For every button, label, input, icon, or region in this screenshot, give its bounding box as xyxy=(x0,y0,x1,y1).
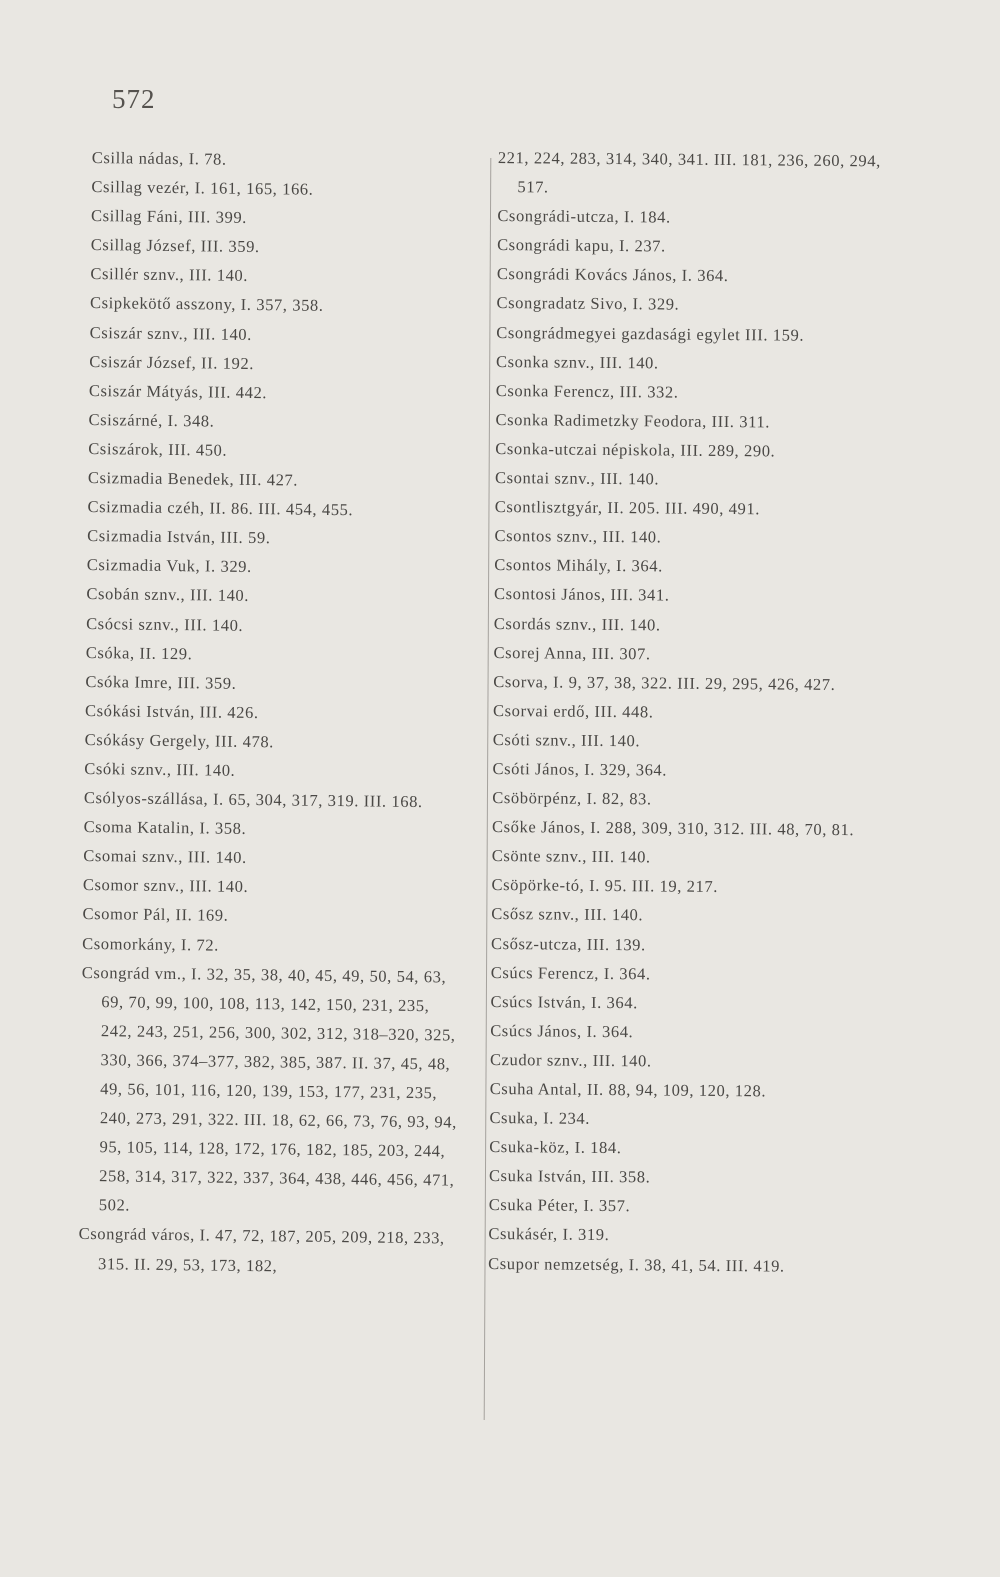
index-entry: Csúcs János, I. 364. xyxy=(490,1020,634,1042)
index-entry: Csizmadia Vuk, I. 329. xyxy=(86,555,252,577)
index-entry: Csősz-utcza, III. 139. xyxy=(490,933,646,954)
index-entry: Csókási István, III. 426. xyxy=(84,700,259,722)
index-entry: Csontos sznv., III. 140. xyxy=(494,526,662,547)
index-entry: Csomor Pál, II. 169. xyxy=(82,904,229,926)
index-entry: Csomor sznv., III. 140. xyxy=(82,875,249,897)
index-entry: Csuha Antal, II. 88, 94, 109, 120, 128. xyxy=(489,1078,767,1101)
index-entry: Csiszárné, I. 348. xyxy=(88,409,215,431)
index-entry: Csúcs István, I. 364. xyxy=(490,991,638,1012)
index-entry: Csontos Mihály, I. 364. xyxy=(494,555,663,576)
index-entry: Csóti János, I. 329, 364. xyxy=(492,758,668,780)
index-entry: Csongrádi-utcza, I. 184. xyxy=(497,206,671,227)
index-entry: Csuka-köz, I. 184. xyxy=(489,1137,622,1158)
index-entry: Csonka Ferencz, III. 332. xyxy=(495,380,679,402)
index-entry: Csócsi sznv., III. 140. xyxy=(86,613,244,635)
index-entry: Csukásér, I. 319. xyxy=(488,1224,610,1245)
index-entry: Czudor sznv., III. 140. xyxy=(489,1049,652,1071)
index-entry: Csonka Radimetzky Feodora, III. 311. xyxy=(495,409,771,432)
index-entry: Csomai sznv., III. 140. xyxy=(83,846,247,868)
index-entry: Csöpörke-tó, I. 95. III. 19, 217. xyxy=(491,875,719,897)
index-entry: Csillag vezér, I. 161, 165, 166. xyxy=(91,177,314,199)
index-entry: Csordás sznv., III. 140. xyxy=(493,613,661,634)
index-entry: Csuka István, III. 358. xyxy=(488,1166,651,1187)
index-entry: Csontai sznv., III. 140. xyxy=(494,468,660,489)
index-entry: Csoma Katalin, I. 358. xyxy=(83,817,247,839)
index-entry: Csiszár sznv., III. 140. xyxy=(89,322,253,344)
index-entry: Csillag Fáni, III. 399. xyxy=(90,206,248,228)
index-entry: Csóka Imre, III. 359. xyxy=(85,671,237,693)
index-entry: Csiszárok, III. 450. xyxy=(88,438,228,460)
index-entry: Csorva, I. 9, 37, 38, 322. III. 29, 295, 426, 427. xyxy=(493,671,836,694)
index-entry: Csontosi János, III. 341. xyxy=(493,584,670,605)
index-entry: Csomorkány, I. 72. xyxy=(82,933,220,955)
index-entry: Csuka, I. 234. xyxy=(489,1108,591,1128)
index-entry: Csongrád vm., I. 32, 35, 38, 40, 45, 49, 50, 54, 63, 69, 70, 99, 100, 108, 113, 142, 150, 231, 235, 242, 243, 251, 256, 300, 302, 312, 318–320, 325, 330, 366, 374–377, 382, 385, 387. II. 37, 45, 48, 49, 56, 101, 116, 120, 139, 153, 177, 231, 235, 240, 273, 291, 322. III. 18, 62, 66, 73, 76, 93, 94, 95, 105, 114, 128, 172, 176, 182, 185, 203, 244, 258, 314, 317, 322, 337, 364, 438, 446, 456, 471, 502. xyxy=(81,962,458,1215)
index-entry: Csizmadia István, III. 59. xyxy=(87,526,271,548)
index-entry: Csorej Anna, III. 307. xyxy=(493,642,651,663)
index-entry: Csongrádmegyei gazdasági egylet III. 159. xyxy=(496,322,805,345)
index-entry: Csongrádi kapu, I. 237. xyxy=(497,235,666,256)
index-entry: Csóka, II. 129. xyxy=(85,642,193,663)
index-entry: Csupor nemzetség, I. 38, 41, 54. III. 419. xyxy=(488,1253,785,1276)
index-entry: Csontlisztgyár, II. 205. III. 490, 491. xyxy=(494,497,761,519)
index-entry: Csúcs Ferencz, I. 364. xyxy=(490,962,651,983)
index-entry: Csonka sznv., III. 140. xyxy=(496,351,659,373)
index-entry: Csongrád város, I. 47, 72, 187, 205, 209, 218, 233, 315. II. 29, 53, 173, 182, xyxy=(78,1224,445,1275)
index-entry: Csóki sznv., III. 140. xyxy=(84,758,236,780)
index-entry: Csizmadia czéh, II. 86. III. 454, 455. xyxy=(87,497,354,520)
index-entry: Csongrádi Kovács János, I. 364. xyxy=(496,264,729,286)
index-entry: Csöbörpénz, I. 82, 83. xyxy=(492,788,652,809)
page-number: 572 xyxy=(112,84,156,114)
index-entry: Csőke János, I. 288, 309, 310, 312. III. 48, 70, 81. xyxy=(491,817,855,840)
index-entry: Csönte sznv., III. 140. xyxy=(491,846,651,867)
index-column-left xyxy=(78,143,472,1282)
index-entry: Csuka Péter, I. 357. xyxy=(488,1195,631,1216)
index-entry: 221, 224, 283, 314, 340, 341. III. 181, 236, 260, 294, 517. xyxy=(497,147,881,197)
index-entry: Csizmadia Benedek, III. 427. xyxy=(87,468,299,490)
index-entry: Csókásy Gergely, III. 478. xyxy=(84,729,275,752)
index-entry: Csiszár József, II. 192. xyxy=(89,351,255,373)
index-entry: Csóti sznv., III. 140. xyxy=(492,729,641,751)
index-entry: Csongradatz Sivo, I. 329. xyxy=(496,293,680,315)
index-column-right xyxy=(488,143,898,1281)
index-entry: Csólyos-szállása, I. 65, 304, 317, 319. III. 168. xyxy=(83,788,423,812)
index-entry: Csipkekötő asszony, I. 357, 358. xyxy=(89,293,324,316)
index-entry: Csiszár Mátyás, III. 442. xyxy=(88,380,268,402)
index-entry: Csősz sznv., III. 140. xyxy=(491,904,644,925)
index-entry: Csobán sznv., III. 140. xyxy=(86,584,250,606)
index-entry: Csillér sznv., III. 140. xyxy=(90,264,249,286)
index-entry: Csilla nádas, I. 78. xyxy=(91,147,227,169)
index-entry: Csonka-utczai népiskola, III. 289, 290. xyxy=(495,438,776,461)
index-entry: Csorvai erdő, III. 448. xyxy=(492,700,654,722)
index-entry: Csillag József, III. 359. xyxy=(90,235,260,257)
